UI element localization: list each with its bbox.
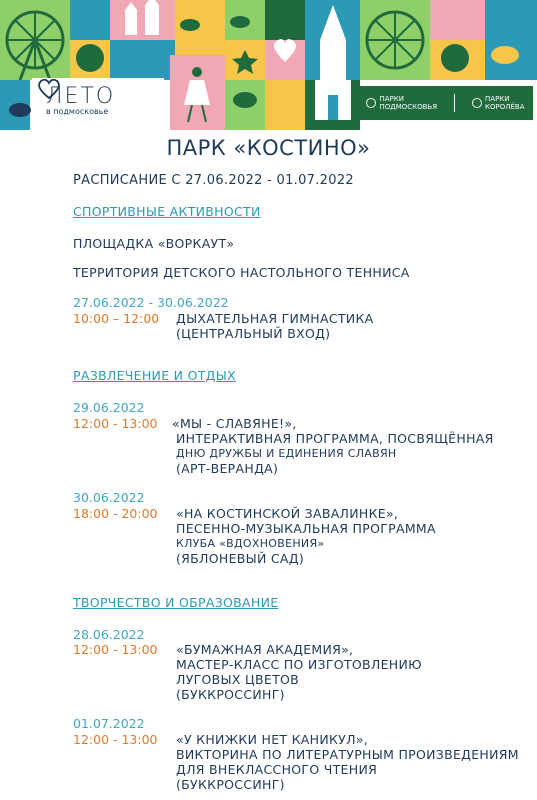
- partner-parks-region: [366, 95, 437, 111]
- partner1-line1: ПАРКИ: [379, 95, 404, 103]
- partner1-line2: ПОДМОСКОВЬЯ: [379, 103, 438, 111]
- section-heading-sport: СПОРТИВНЫЕ АКТИВНОСТИ: [73, 204, 261, 219]
- heart-outline-icon: [36, 78, 62, 100]
- parks-logo-icon: [366, 98, 376, 108]
- edu-e2-line4: (БУККРОССИНГ): [176, 777, 285, 792]
- sport-line2: ТЕРРИТОРИЯ ДЕТСКОГО НАСТОЛЬНОГО ТЕННИСА: [73, 265, 410, 280]
- edu-e2-date: 01.07.2022: [73, 716, 145, 731]
- fun-e1-time: 12:00 - 13:00: [73, 416, 158, 431]
- fun-e2-line1: «НА КОСТИНСКОЙ ЗАВАЛИНКЕ»,: [176, 506, 399, 521]
- fun-e1-line1: «МЫ - СЛАВЯНЕ!»,: [172, 416, 297, 431]
- logo-title: ЛЕТО: [46, 83, 116, 109]
- sport-place: (ЦЕНТРАЛЬНЫЙ ВХОД): [176, 326, 331, 341]
- header-banner: [0, 0, 537, 130]
- fun-e2-line4: (ЯБЛОНЕВЫЙ САД): [176, 551, 305, 566]
- edu-e2-line2: ВИКТОРИНА ПО ЛИТЕРАТУРНЫМ ПРОИЗВЕДЕНИЯМ: [176, 747, 519, 762]
- fun-e1-line3: ДНЮ ДРУЖБЫ И ЕДИНЕНИЯ СЛАВЯН: [176, 447, 397, 460]
- ferris-wheel-icon: [367, 12, 423, 68]
- edu-e1-date: 28.06.2022: [73, 627, 145, 642]
- edu-e1-line4: (БУККРОССИНГ): [176, 687, 285, 702]
- partners-divider: [454, 94, 455, 112]
- partner2-line1: ПАРКИ: [485, 95, 510, 103]
- edu-e1-time: 12:00 - 13:00: [73, 642, 158, 657]
- sport-date: 27.06.2022 - 30.06.2022: [73, 295, 229, 310]
- logo-subtitle: в подмосковье: [46, 106, 109, 116]
- partner-parks-korolev: [472, 95, 525, 111]
- section-heading-fun: РАЗВЛЕЧЕНИЕ И ОТДЫХ: [73, 368, 236, 383]
- edu-e1-line2: МАСТЕР-КЛАСС ПО ИЗГОТОВЛЕНИЮ: [176, 657, 422, 672]
- edu-e2-time: 12:00 - 13:00: [73, 732, 158, 747]
- schedule-range: РАСПИСАНИЕ С 27.06.2022 - 01.07.2022: [73, 173, 354, 188]
- fun-e1-date: 29.06.2022: [73, 400, 145, 415]
- summer-logo: [32, 78, 164, 124]
- fun-e2-line3: КЛУБА «ВДОХНОВЕНИЯ»: [176, 537, 325, 550]
- edu-e2-line1: «У КНИЖКИ НЕТ КАНИКУЛ»,: [176, 732, 369, 747]
- fun-e2-line2: ПЕСЕННО-МУЗЫКАЛЬНАЯ ПРОГРАММА: [176, 521, 436, 536]
- section-heading-edu: ТВОРЧЕСТВО И ОБРАЗОВАНИЕ: [73, 595, 279, 610]
- partners-logos: [358, 86, 533, 120]
- fun-e2-date: 30.06.2022: [73, 490, 145, 505]
- fun-e1-line4: (АРТ-ВЕРАНДА): [176, 461, 279, 476]
- sport-event: ДЫХАТЕЛЬНАЯ ГИМНАСТИКА: [176, 311, 374, 326]
- page-title: ПАРК «КОСТИНО»: [166, 136, 371, 160]
- korolev-logo-icon: [472, 98, 482, 108]
- sport-time: 10:00 – 12:00: [73, 311, 160, 326]
- edu-e2-line3: ДЛЯ ВНЕКЛАССНОГО ЧТЕНИЯ: [176, 762, 378, 777]
- edu-e1-line3: ЛУГОВЫХ ЦВЕТОВ: [176, 672, 300, 687]
- edu-e1-line1: «БУМАЖНАЯ АКАДЕМИЯ»,: [176, 642, 354, 657]
- fun-e2-time: 18:00 - 20:00: [73, 506, 158, 521]
- fun-e1-line2: ИНТЕРАКТИВНАЯ ПРОГРАММА, ПОСВЯЩЁННАЯ: [176, 431, 494, 446]
- sport-line1: ПЛОЩАДКА «ВОРКАУТ»: [73, 236, 235, 251]
- partner2-line2: КОРОЛЁВА: [485, 103, 525, 111]
